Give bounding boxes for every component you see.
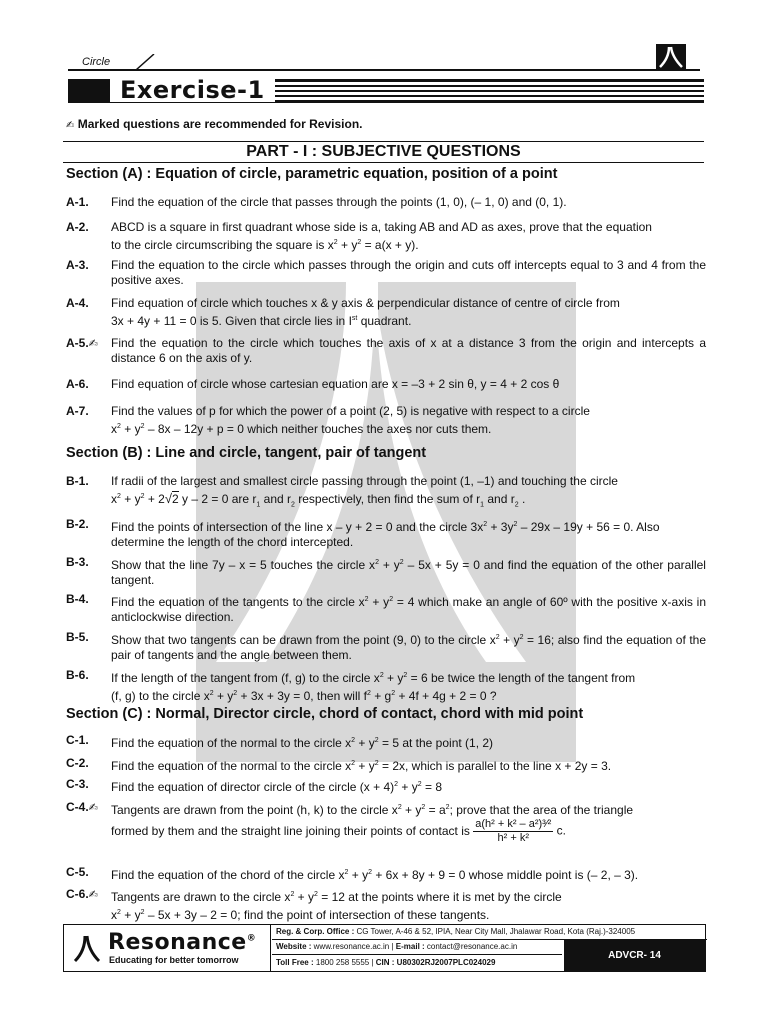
question-text: Find the values of p for which the power of a point (2, 5) is negative with respect to a circle $x^2 + y^2 - 8x - 12y + p = 0$ which neither touches the axes nor cuts them. <box>111 404 590 436</box>
area-fraction: $\frac{\text{a(h² + k² – a²)³⁄²}}{\text{h² + k²}}$ <box>475 818 552 844</box>
question-text: Find the equation of the chord of the circle $x^2 + y^2 + 6x + 8y + 9 = 0$ whose middle point is (– 2, – 3). <box>111 868 639 882</box>
question-label: A-3. <box>66 258 89 272</box>
question-label: A-1. <box>66 195 89 209</box>
question-text: Find the equation of the circle that passes through the points (1, 0), (– 1, 0) and (0, 1). <box>111 195 567 209</box>
question-a5 <box>66 336 706 366</box>
pencil-icon: ✍ <box>88 802 98 814</box>
question-c2 <box>66 756 706 774</box>
question-label: C-3. <box>66 777 89 791</box>
resonance-logo-icon <box>72 933 102 963</box>
question-text: If the length of the tangent from (f, g) to the circle $x^2 + y^2 = 6$ be twice the length of the tangent from (f, g) to the circle $x^2 + y^2 + 3x + 3y = 0$, then will $f^2 + g^2 + 4f + 4g + 2 = 0$ ? <box>111 671 636 703</box>
question-text: Find the equation of the tangents to the circle $x^2 + y^2 = 4$ which make an angle of 60º with the positive x-axis in anticlockwise direction. <box>111 595 706 624</box>
revision-note-text: Marked questions are recommended for Revision. <box>77 117 363 131</box>
question-c6 <box>66 887 706 923</box>
question-a3 <box>66 258 706 288</box>
topic-label: Circle <box>82 56 111 68</box>
pencil-icon: ✍ <box>88 889 98 901</box>
question-b3 <box>66 555 706 588</box>
question-text: ABCD is a square in first quadrant whose side is a, taking AB and AD as axes, prove that the equation to the circle circumscribing the square is $x^2 + y^2 = a(x + y)$. <box>111 220 652 252</box>
question-text: Find the equation of the normal to the circle $x^2 + y^2 = 2x$, which is parallel to the line x + 2y = 3. <box>111 759 612 773</box>
question-label: A-2. <box>66 220 89 234</box>
question-text: Show that two tangents can be drawn from the point (9, 0) to the circle $x^2 + y^2 = 16$; also find the equation of the pair of tangents and the angle between them. <box>111 633 706 662</box>
page-footer <box>63 924 706 972</box>
email-link[interactable]: contact@resonance.ac.in <box>424 942 518 951</box>
question-label: C-5. <box>66 865 89 879</box>
question-label: B-1. <box>66 474 89 488</box>
question-c1 <box>66 733 706 751</box>
question-label: C-1. <box>66 733 89 747</box>
section-c-heading: Section (C) : Normal, Director circle, chord of contact, chord with mid point <box>66 706 584 722</box>
footer-contact-row: Website : www.resonance.ac.in | E-mail : contact@resonance.ac.in <box>272 940 562 955</box>
footer-office-row: Reg. & Corp. Office : CG Tower, A-46 & 52, IPIA, Near City Mall, Jhalawar Road, Kota (Raj.)-324005 <box>272 925 707 940</box>
question-text: Find the equation of the normal to the circle $x^2 + y^2 = 5$ at the point (1, 2) <box>111 736 494 750</box>
question-label: A-6. <box>66 377 89 391</box>
question-text: Tangents are drawn to the circle $x^2 + y^2 = 12$ at the points where it is met by the circle $x^2 + y^2 - 5x + 3y - 2 = 0$; find the point of intersection of these tangents. <box>111 890 562 922</box>
section-b-heading: Section (B) : Line and circle, tangent, pair of tangent <box>66 445 427 461</box>
page-code: ADVCR- 14 <box>564 940 705 971</box>
question-text: Find the equation to the circle which touches the axis of x at a distance 3 from the origin and intercepts a distance 6 on the axis of y. <box>111 336 706 365</box>
question-c5 <box>66 865 706 883</box>
question-a7 <box>66 404 706 437</box>
question-a4 <box>66 296 706 329</box>
question-b2 <box>66 517 706 550</box>
question-text: Find the points of intersection of the line x – y + 2 = 0 and the circle $3x^2 + 3y^2 - 29x - 19y + 56 = 0$. Also determine the length of the chord intercepted. <box>111 520 660 549</box>
question-b6 <box>66 668 706 704</box>
part-title: PART - I : SUBJECTIVE QUESTIONS <box>63 141 704 163</box>
question-c3 <box>66 777 706 795</box>
exercise-title: Exercise-1 <box>110 78 275 102</box>
question-label: A-7. <box>66 404 89 418</box>
question-c4 <box>66 800 706 845</box>
question-text: Show that the line 7y – x = 5 touches the circle $x^2 + y^2 - 5x + 5y = 0$ and find the equation of the other parallel tangent. <box>111 558 706 587</box>
question-text: Tangents are drawn from the point (h, k) to the circle $x^2 + y^2 = a^2$; prove that the area of the triangle formed by them and the straight line joining their points of contact is $\frac{\text{a(h² + k² – a²)³⁄²}}{\text{h² + k²}}$ c. <box>111 803 634 844</box>
question-text: If radii of the largest and smallest circle passing through the point (1, –1) and touching the circle $x^2 + y^2 + 2√2$ y – 2 = 0 are $r_1$ and $r_2$ respectively, then find the sum of $r_1$ and $r_2$ . <box>111 474 618 509</box>
header-rule <box>68 69 700 71</box>
question-b1 <box>66 474 706 512</box>
pencil-icon: ✍ <box>66 120 75 131</box>
revision-note <box>66 117 362 131</box>
question-a6 <box>66 377 706 392</box>
question-label: A-4. <box>66 296 89 310</box>
brand-name: Resonance® <box>108 930 257 955</box>
footer-brand <box>64 925 271 971</box>
question-a1 <box>66 195 706 210</box>
question-label: B-4. <box>66 592 89 606</box>
corner-logo-icon <box>656 44 686 70</box>
pencil-icon: ✍ <box>88 338 98 350</box>
question-label: B-2. <box>66 517 89 531</box>
question-b4 <box>66 592 706 625</box>
section-a-heading: Section (A) : Equation of circle, parametric equation, position of a point <box>66 166 558 182</box>
question-text: Find equation of circle whose cartesian equation are x = –3 + 2 sin θ, y = 4 + 2 cos θ <box>111 377 560 391</box>
question-label: B-3. <box>66 555 89 569</box>
question-label: B-5. <box>66 630 89 644</box>
question-b5 <box>66 630 706 663</box>
footer-tollfree-row: Toll Free : 1800 258 5555 | CIN : U80302RJ2007PLC024029 <box>276 958 496 967</box>
question-text: Find the equation to the circle which passes through the origin and cuts off intercepts equal to 3 and 4 from the positive axes. <box>111 258 706 287</box>
header-slant <box>136 54 156 71</box>
question-label: B-6. <box>66 668 89 682</box>
question-label: C-2. <box>66 756 89 770</box>
question-label: C-6.✍ <box>66 887 98 901</box>
question-text: Find equation of circle which touches x & y axis & perpendicular distance of centre of circle from 3x + 4y + 11 = 0 is 5. Given that circle lies in Ist quadrant. <box>111 296 620 328</box>
question-a2 <box>66 220 706 253</box>
question-label: A-5.✍ <box>66 336 98 350</box>
website-link[interactable]: www.resonance.ac.in <box>311 942 390 951</box>
question-text: Find the equation of director circle of the circle $(x + 4)^2 + y^2 = 8$ <box>111 780 442 794</box>
question-label: C-4.✍ <box>66 800 98 814</box>
brand-tagline: Educating for better tomorrow <box>109 955 239 965</box>
